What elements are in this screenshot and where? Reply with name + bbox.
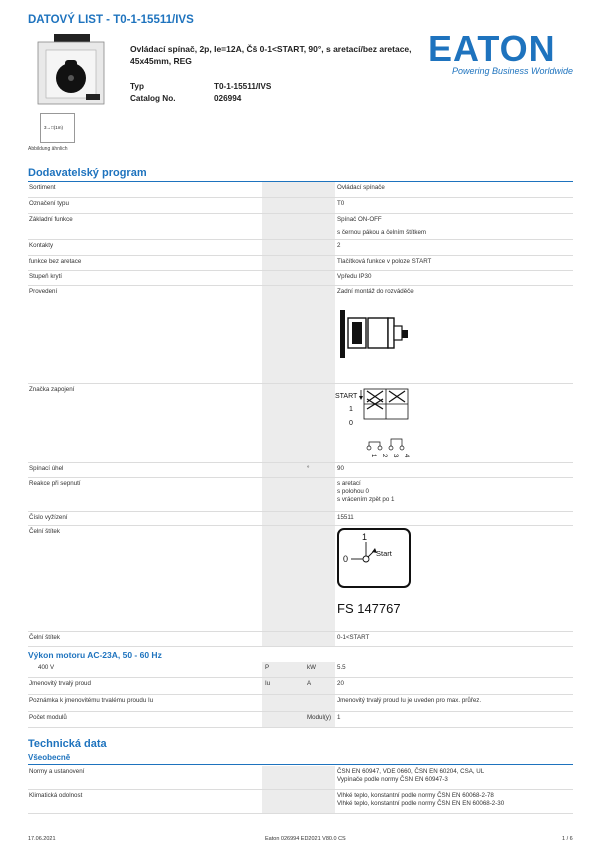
value-line: s vrácením zpět po 1 <box>337 496 395 503</box>
row-value: 0-1<START <box>337 634 370 641</box>
value-line: Vlhké teplo, konstantní podle normy ČSN EN 60068-2-78 <box>337 792 494 799</box>
row-label: 400 V <box>38 664 55 671</box>
section-heading-tech: Technická data <box>28 738 107 750</box>
diagram-one-label: 1 <box>349 406 353 413</box>
footer-page: 1 / 6 <box>562 836 573 842</box>
row-label: Kontakty <box>29 242 54 249</box>
table-row <box>28 790 573 814</box>
row-label: Stupeň krytí <box>29 273 63 280</box>
page-title: DATOVÝ LIST - T0-1-15511/IVS <box>28 14 194 26</box>
value-line: s aretací <box>337 480 361 487</box>
row-label: Provedení <box>29 288 58 295</box>
table-row <box>28 271 573 286</box>
thumb-text: 3→□(1m) <box>44 125 63 130</box>
table-row <box>28 240 573 256</box>
section-heading-program: Dodavatelský program <box>28 167 147 179</box>
row-label: Základní funkce <box>29 216 73 223</box>
row-symbol: P <box>265 664 270 671</box>
table-row <box>28 662 573 678</box>
row-label: Značka zapojení <box>29 386 75 393</box>
row-label: Klimatická odolnost <box>29 792 83 799</box>
type-label: Typ <box>130 82 144 91</box>
rear-mount-drawing <box>340 304 420 364</box>
diagram-start-label: START <box>335 393 358 400</box>
terminal-4: 4 <box>403 454 409 458</box>
value-line: Vypínače podle normy ČSN EN 60947-3 <box>337 776 448 783</box>
table-row <box>28 632 573 647</box>
row-label: Číslo vyžízení <box>29 514 68 521</box>
tech-table <box>28 766 573 814</box>
footer-center: Eaton 026994 ED2021 V80.0 CS <box>265 836 346 842</box>
row-value: Jmenovitý trvalý proud Iu je uveden pro max. průřez. <box>337 697 482 704</box>
row-unit: A <box>307 680 312 687</box>
row-unit: Modul(y) <box>307 714 332 721</box>
table-row <box>28 182 573 198</box>
section-heading-motor: Výkon motoru AC-23A, 50 - 60 Hz <box>28 650 162 660</box>
type-value: T0-1-15511/IVS <box>214 82 272 91</box>
front-plate-drawing <box>337 528 417 622</box>
row-label: Reakce při sepnutí <box>29 480 81 487</box>
row-value: s černou pákou a čelním štítkem <box>337 229 427 236</box>
row-value: Ovládací spínače <box>337 184 385 191</box>
row-label: Sortiment <box>29 184 56 191</box>
table-row <box>28 214 573 227</box>
table-row <box>28 227 573 240</box>
row-unit: ° <box>307 465 310 472</box>
motor-table <box>28 662 573 728</box>
wiring-thumbnail <box>40 113 75 143</box>
table-row <box>28 384 573 463</box>
table-row <box>28 463 573 478</box>
brand-text: EATON <box>428 31 556 69</box>
image-caption: Abbildung ähnlich <box>28 146 68 152</box>
row-value: 1 <box>337 714 341 721</box>
table-row <box>28 198 573 214</box>
value-line: ČSN EN 60947, VDE 0660, ČSN EN 60204, CSA, UL <box>337 768 485 775</box>
product-image <box>36 34 106 106</box>
row-label: Čelní štítek <box>29 634 60 641</box>
table-row <box>28 478 573 512</box>
table-row <box>28 695 573 712</box>
table-row <box>28 526 573 632</box>
terminal-3: 3 <box>392 454 398 458</box>
table-row <box>28 256 573 271</box>
section-subheading-general: Všeobecně <box>28 753 71 762</box>
row-label: Čelní štítek <box>29 528 60 535</box>
row-value: 5.5 <box>337 664 346 671</box>
table-row <box>28 766 573 790</box>
row-symbol: Iu <box>265 680 271 687</box>
row-value: 2 <box>337 242 341 249</box>
plate-zero-label: 0 <box>343 554 349 564</box>
program-table <box>28 182 573 647</box>
circuit-diagram <box>334 386 414 462</box>
catalog-value: 026994 <box>214 94 242 103</box>
product-description: Ovládací spínač, 2p, Ie=12A, Čš 0-1<START, 90°, s aretací/bez aretace, 45x45mm, REG <box>130 44 412 66</box>
row-value: 15511 <box>337 514 354 521</box>
table-row <box>28 512 573 526</box>
value-line: s polohou 0 <box>337 488 369 495</box>
row-unit: kW <box>307 664 316 671</box>
row-value: Spínač ON-OFF <box>337 216 382 223</box>
row-label: Jmenovitý trvalý proud <box>29 680 91 687</box>
row-value: Tlačítková funkce v poloze START <box>337 258 432 265</box>
plate-start-label: Start <box>376 549 392 558</box>
plate-code: FS 147767 <box>337 601 401 616</box>
plate-one-label: 1 <box>362 532 368 542</box>
row-label: Označení typu <box>29 200 69 207</box>
row-value: T0 <box>337 200 345 207</box>
row-label: Spínací úhel <box>29 465 64 472</box>
diagram-zero-label: 0 <box>349 420 353 427</box>
table-row <box>28 678 573 695</box>
terminal-1: 1 <box>370 454 376 458</box>
terminal-2: 2 <box>381 454 387 458</box>
table-row <box>28 712 573 728</box>
row-label: Normy a ustanovení <box>29 768 85 775</box>
catalog-label: Catalog No. <box>130 94 176 103</box>
brand-tagline: Powering Business Worldwide <box>452 66 574 76</box>
row-value: Zadní montáž do rozváděče <box>337 288 414 295</box>
table-row <box>28 286 573 384</box>
row-label: funkce bez aretace <box>29 258 82 265</box>
footer-date: 17.06.2021 <box>28 836 56 842</box>
row-value: 20 <box>337 680 344 687</box>
row-label: Poznámka k jmenovitému trvalému proudu Iu <box>29 697 154 704</box>
section-divider <box>28 764 573 765</box>
row-label: Počet modulů <box>29 714 67 721</box>
value-line: Vlhké teplo, konstantní podle normy ČSN EN EN 60068-2-30 <box>337 800 505 807</box>
row-value: Vpředu IP30 <box>337 273 372 280</box>
row-value: 90 <box>337 465 344 472</box>
